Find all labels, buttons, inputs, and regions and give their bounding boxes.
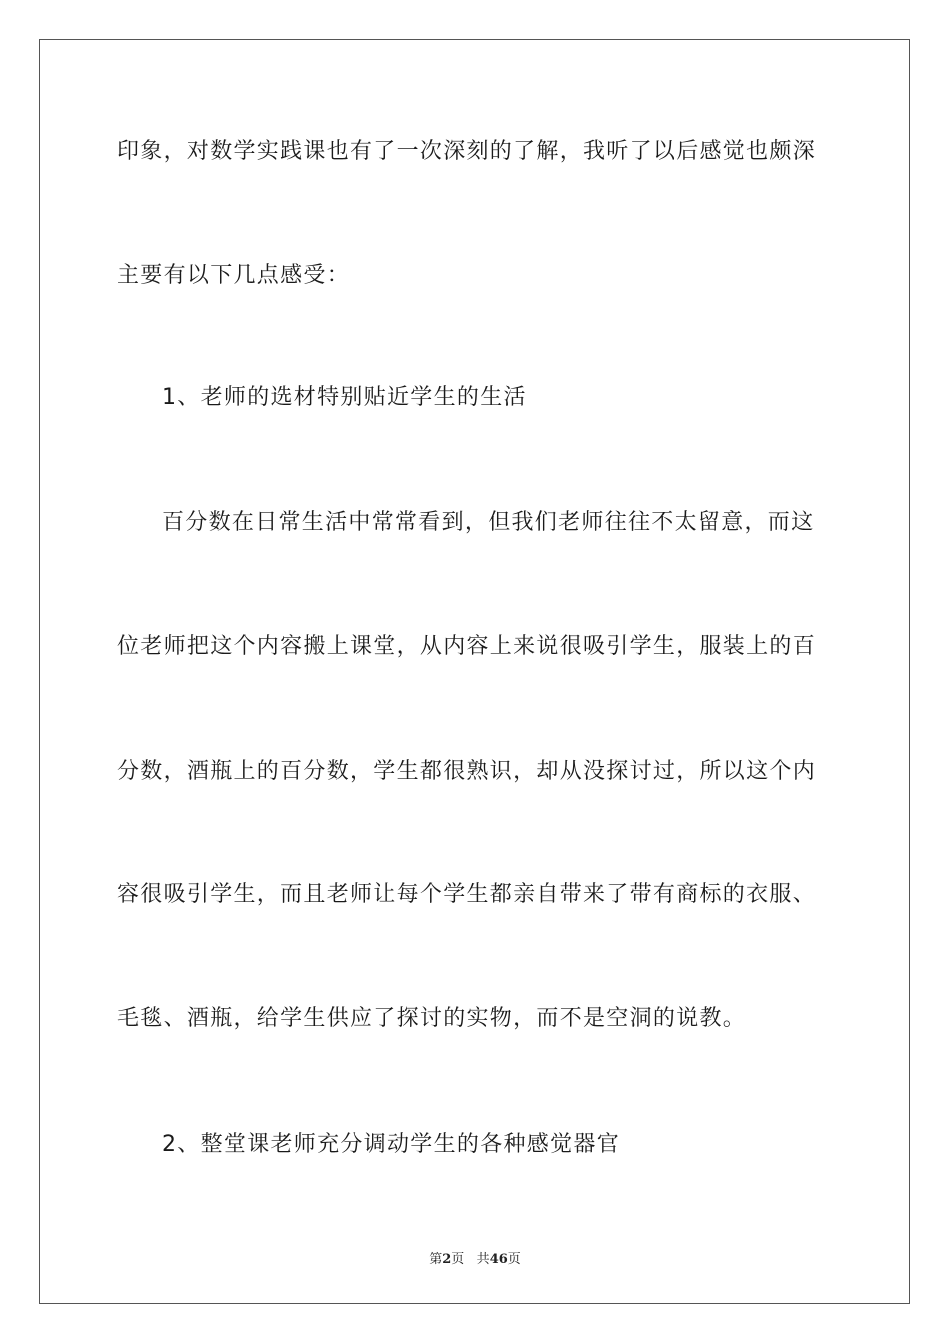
- page-footer: [0, 1248, 950, 1267]
- total-prefix: 共: [476, 1252, 490, 1267]
- paragraph-line: 分数，酒瓶上的百分数，学生都很熟识，却从没探讨过，所以这个内: [117, 759, 817, 784]
- section-heading-2: 2、整堂课老师充分调动学生的各种感觉器官: [162, 1132, 620, 1157]
- page-number: 2: [442, 1252, 452, 1267]
- paragraph-line: 主要有以下几点感受：: [117, 263, 351, 288]
- section-heading-1: 1、老师的选材特别贴近学生的生活: [162, 385, 527, 410]
- paragraph-line: 位老师把这个内容搬上课堂，从内容上来说很吸引学生，服装上的百: [117, 634, 817, 659]
- total-pages: 46: [489, 1252, 508, 1267]
- total-suffix: 页: [507, 1252, 521, 1267]
- paragraph-line: 毛毯、酒瓶，给学生供应了探讨的实物，而不是空洞的说教。: [117, 1006, 747, 1031]
- page-prefix: 第: [429, 1252, 443, 1267]
- paragraph-line: 百分数在日常生活中常常看到，但我们老师往往不太留意，而这: [162, 510, 815, 535]
- page-suffix: 页: [451, 1252, 465, 1267]
- page-border: [39, 39, 910, 1304]
- paragraph-line: 容很吸引学生，而且老师让每个学生都亲自带来了带有商标的衣服、: [117, 882, 817, 907]
- paragraph-line: 印象，对数学实践课也有了一次深刻的了解，我听了以后感觉也颇深: [117, 139, 817, 164]
